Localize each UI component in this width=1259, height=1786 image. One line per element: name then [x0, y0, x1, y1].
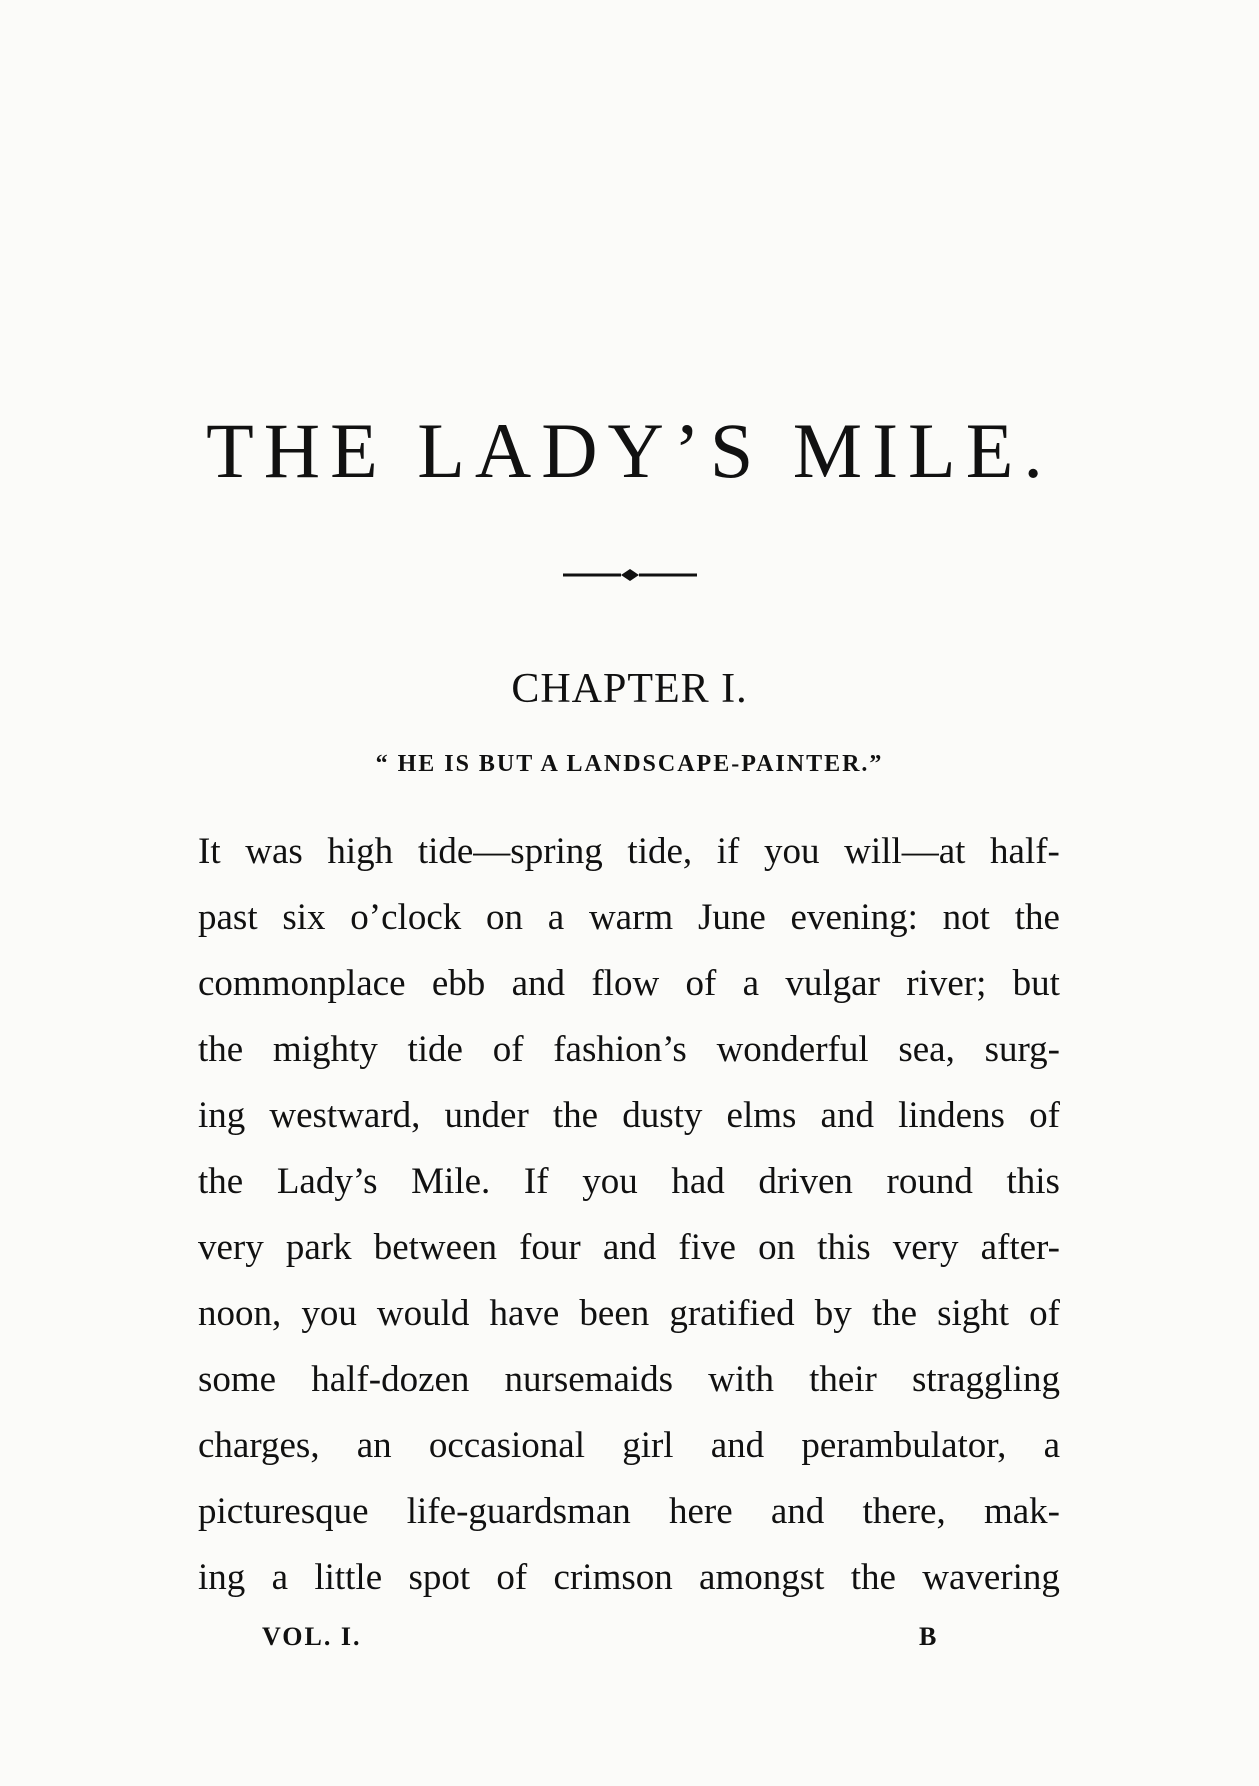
text-line: noon, you would have been gratified by the sight of: [198, 1293, 1060, 1334]
body-text: [198, 819, 1060, 1611]
footer-volume: VOL. I.: [262, 1622, 362, 1651]
chapter-subtitle: “ HE IS BUT A LANDSCAPE-PAINTER.”: [375, 751, 884, 777]
text-line: some half-dozen nursemaids with their straggling: [198, 1359, 1060, 1400]
book-title: THE LADY’S MILE.: [206, 407, 1053, 494]
ornament-divider-icon: [563, 565, 697, 585]
text-line: past six o’clock on a warm June evening: not the: [198, 897, 1060, 938]
text-line: ing a little spot of crimson amongst the wavering: [198, 1557, 1060, 1598]
text-line: ing westward, under the dusty elms and lindens of: [198, 1095, 1060, 1136]
text-line: very park between four and five on this very after-: [198, 1227, 1060, 1268]
text-line: commonplace ebb and flow of a vulgar river; but: [198, 963, 1060, 1004]
chapter-heading: CHAPTER I.: [511, 666, 748, 712]
text-line: the Lady’s Mile. If you had driven round this: [198, 1161, 1060, 1202]
text-line: charges, an occasional girl and perambulator, a: [198, 1425, 1060, 1466]
footer-signature: B: [919, 1622, 939, 1651]
text-line: It was high tide—spring tide, if you will—at half-: [198, 831, 1060, 872]
text-line: picturesque life-guardsman here and there, mak-: [198, 1491, 1060, 1532]
text-line: the mighty tide of fashion’s wonderful sea, surg-: [198, 1029, 1060, 1070]
